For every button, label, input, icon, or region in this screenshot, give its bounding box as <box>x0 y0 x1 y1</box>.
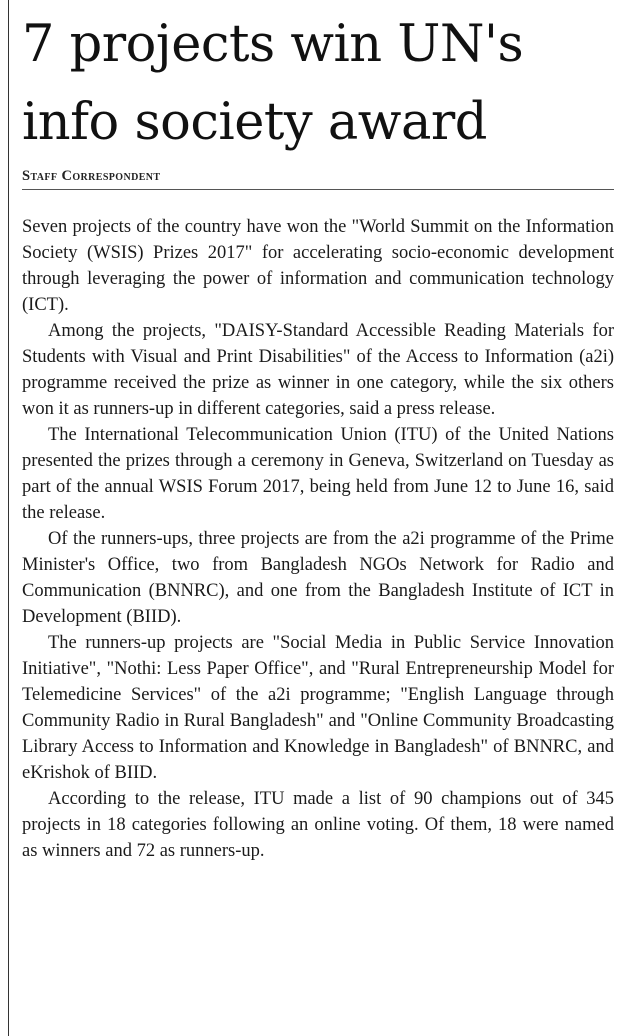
paragraph-4: Of the runners-ups, three projects are from the a2i programme of the Prime Minister's Office, two from Bangladesh NGOs Network for Radio and Communication (BNNRC), and one from the Bangladesh Institute of ICT in Development (BIID). <box>22 529 614 627</box>
paragraph-5: The runners-up projects are "Social Media in Public Service Innovation Initiative", "Nothi: Less Paper Office", and "Rural Entrepreneurship Model for Telemedicine Services" of the a2i programme; "English Language through Community Radio in Rural Bangladesh" and "Online Community Broadcasting Library Access to Information and Knowledge in Bangladesh" of BNNRC, and eKrishok of BIID. <box>22 633 614 783</box>
headline-line-2: info society award <box>22 93 487 152</box>
byline-divider <box>22 189 614 190</box>
headline <box>22 6 614 162</box>
paragraph-3: The International Telecommunication Union (ITU) of the United Nations presented the prizes through a ceremony in Geneva, Switzerland on Tuesday as part of the annual WSIS Forum 2017, being held from June 12 to June 16, said the release. <box>22 425 614 523</box>
paragraph-1: Seven projects of the country have won the "World Summit on the Information Society (WSIS) Prizes 2017" for accelerating socio-economic development through leveraging the power of information and communication technology (ICT). <box>22 217 614 315</box>
article-body <box>22 214 614 864</box>
paragraph-6: According to the release, ITU made a list of 90 champions out of 345 projects in 18 categories following an online voting. Of them, 18 were named as winners and 72 as runners-up. <box>22 789 614 861</box>
news-article <box>22 6 614 864</box>
headline-line-1: 7 projects win UN's <box>22 15 524 74</box>
byline: Staff Correspondent <box>22 168 161 184</box>
column-rule <box>8 0 9 1036</box>
paragraph-2: Among the projects, "DAISY-Standard Accessible Reading Materials for Students with Visual and Print Disabilities" of the Access to Information (a2i) programme received the prize as winner in one category, while the six others won it as runners-up in different categories, said a press release. <box>22 321 614 419</box>
